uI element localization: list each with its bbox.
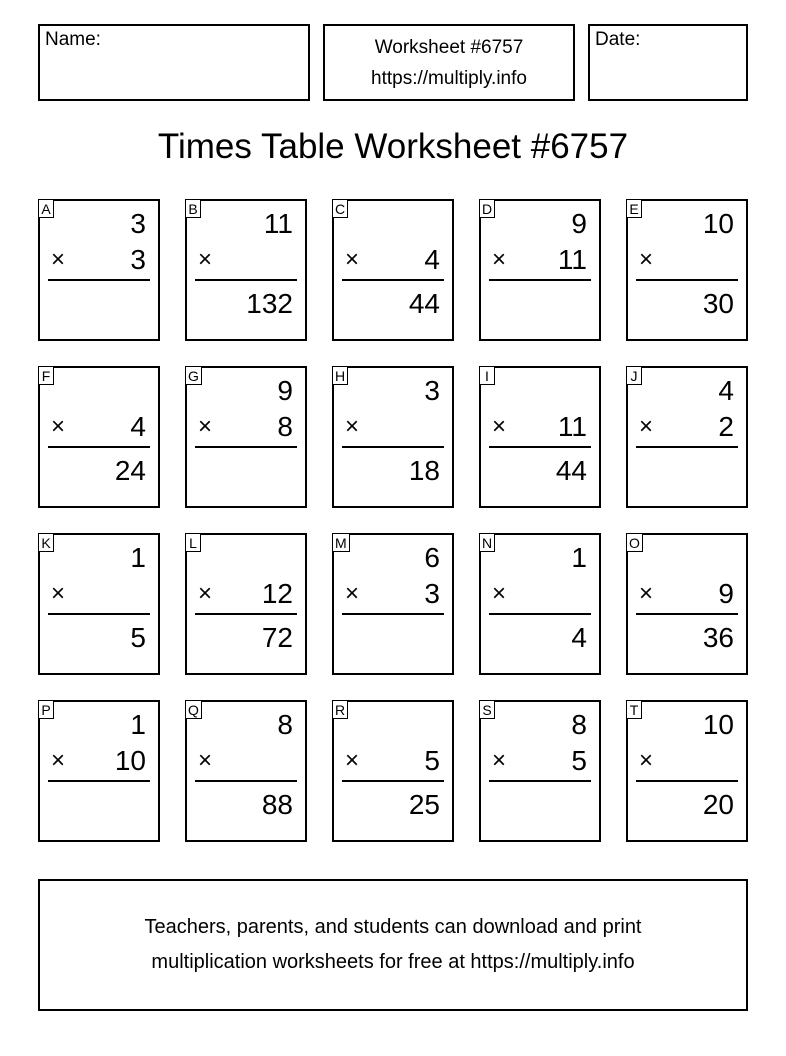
multiplicand[interactable]: 6 — [424, 542, 440, 573]
times-sign: × — [198, 747, 213, 774]
problem-card-o — [626, 533, 748, 675]
problem-card-r — [332, 700, 454, 842]
times-sign: × — [51, 413, 66, 440]
problem-card-m — [332, 533, 454, 675]
times-sign: × — [198, 580, 213, 607]
multiplier[interactable]: 3 — [424, 578, 440, 609]
answer-line — [48, 780, 150, 782]
times-sign: × — [639, 747, 654, 774]
worksheet-url: https://multiply.info — [371, 67, 527, 89]
product[interactable]: 44 — [555, 455, 587, 486]
answer-line — [48, 613, 150, 615]
multiplier[interactable]: 5 — [571, 745, 587, 776]
multiplicand[interactable]: 9 — [571, 208, 587, 239]
problem-letter: R — [332, 700, 348, 719]
times-sign: × — [51, 580, 66, 607]
multiplicand[interactable]: 11 — [263, 208, 293, 239]
problem-letter: F — [38, 366, 54, 385]
product[interactable]: 132 — [246, 288, 293, 319]
multiplicand[interactable]: 1 — [130, 709, 146, 740]
answer-line — [195, 446, 297, 448]
problem-letter: J — [626, 366, 642, 385]
product[interactable]: 30 — [702, 288, 734, 319]
multiplier[interactable]: 11 — [557, 411, 587, 442]
answer-line — [636, 613, 738, 615]
problem-letter: I — [479, 366, 495, 385]
multiplicand[interactable]: 9 — [277, 375, 293, 406]
multiplier[interactable]: 8 — [277, 411, 293, 442]
answer-line — [489, 446, 591, 448]
answer-line — [636, 279, 738, 281]
multiplicand[interactable]: 8 — [571, 709, 587, 740]
date-field[interactable] — [588, 24, 748, 101]
problem-card-t — [626, 700, 748, 842]
date-label: Date: — [595, 29, 641, 50]
problem-card-k — [38, 533, 160, 675]
answer-line — [342, 613, 444, 615]
problem-letter: T — [626, 700, 642, 719]
product[interactable]: 44 — [408, 288, 440, 319]
answer-line — [48, 446, 150, 448]
times-sign: × — [492, 246, 507, 273]
answer-line — [48, 279, 150, 281]
times-sign: × — [51, 246, 66, 273]
answer-line — [342, 446, 444, 448]
problem-card-e — [626, 199, 748, 341]
times-sign: × — [345, 413, 360, 440]
multiplier[interactable]: 4 — [424, 244, 440, 275]
problem-letter: E — [626, 199, 642, 218]
answer-line — [636, 780, 738, 782]
problem-letter: D — [479, 199, 495, 218]
problem-card-j — [626, 366, 748, 508]
problem-card-l — [185, 533, 307, 675]
problem-letter: M — [332, 533, 350, 552]
multiplier[interactable]: 9 — [718, 578, 734, 609]
times-sign: × — [198, 246, 213, 273]
problem-card-g — [185, 366, 307, 508]
problem-letter: B — [185, 199, 201, 218]
problem-letter: O — [626, 533, 643, 552]
problem-card-q — [185, 700, 307, 842]
product[interactable]: 25 — [408, 789, 440, 820]
problem-letter: C — [332, 199, 348, 218]
times-sign: × — [345, 747, 360, 774]
multiplier[interactable]: 3 — [130, 244, 146, 275]
problem-card-c — [332, 199, 454, 341]
problem-letter: G — [185, 366, 202, 385]
worksheet-id-box — [323, 24, 575, 101]
multiplicand[interactable]: 1 — [130, 542, 146, 573]
multiplicand[interactable]: 8 — [277, 709, 293, 740]
multiplier[interactable]: 5 — [424, 745, 440, 776]
page-title: Times Table Worksheet #6757 — [157, 127, 629, 166]
footer-line-2: multiplication worksheets for free at https://multiply.info — [151, 951, 635, 973]
times-sign: × — [345, 246, 360, 273]
problem-letter: K — [38, 533, 54, 552]
multiplicand[interactable]: 4 — [718, 375, 734, 406]
multiplicand[interactable]: 1 — [571, 542, 587, 573]
product[interactable]: 5 — [130, 622, 146, 653]
name-field[interactable] — [38, 24, 310, 101]
answer-line — [342, 780, 444, 782]
problem-card-a — [38, 199, 160, 341]
answer-line — [195, 780, 297, 782]
problem-letter: N — [479, 533, 495, 552]
multiplicand[interactable]: 10 — [702, 208, 734, 239]
multiplier[interactable]: 12 — [261, 578, 293, 609]
product[interactable]: 4 — [571, 622, 587, 653]
multiplier[interactable]: 2 — [718, 411, 734, 442]
problem-card-f — [38, 366, 160, 508]
multiplier[interactable]: 4 — [130, 411, 146, 442]
answer-line — [636, 446, 738, 448]
multiplicand[interactable]: 3 — [424, 375, 440, 406]
problem-letter: H — [332, 366, 348, 385]
answer-line — [489, 613, 591, 615]
times-sign: × — [492, 413, 507, 440]
answer-line — [342, 279, 444, 281]
product[interactable]: 36 — [702, 622, 734, 653]
times-sign: × — [51, 747, 66, 774]
answer-line — [489, 279, 591, 281]
answer-line — [195, 279, 297, 281]
product[interactable]: 20 — [702, 789, 734, 820]
product[interactable]: 24 — [114, 455, 146, 486]
answer-line — [195, 613, 297, 615]
multiplier[interactable]: 10 — [114, 745, 146, 776]
product[interactable]: 88 — [261, 789, 293, 820]
problem-letter: P — [38, 700, 54, 719]
problem-card-n — [479, 533, 601, 675]
problem-card-i — [479, 366, 601, 508]
product[interactable]: 18 — [408, 455, 440, 486]
product[interactable]: 72 — [261, 622, 293, 653]
problem-card-s — [479, 700, 601, 842]
multiplicand[interactable]: 10 — [702, 709, 734, 740]
times-sign: × — [639, 413, 654, 440]
problem-card-b — [185, 199, 307, 341]
problem-card-p — [38, 700, 160, 842]
problem-card-h — [332, 366, 454, 508]
problem-letter: S — [479, 700, 495, 719]
name-label: Name: — [45, 29, 101, 50]
times-sign: × — [345, 580, 360, 607]
footer-note — [38, 879, 748, 1011]
answer-line — [489, 780, 591, 782]
problem-card-d — [479, 199, 601, 341]
multiplier[interactable]: 11 — [557, 244, 587, 275]
problem-letter: L — [185, 533, 201, 552]
multiplicand[interactable]: 3 — [130, 208, 146, 239]
times-sign: × — [639, 580, 654, 607]
times-sign: × — [198, 413, 213, 440]
times-sign: × — [492, 580, 507, 607]
problem-letter: Q — [185, 700, 202, 719]
footer-line-1: Teachers, parents, and students can download and print — [144, 916, 642, 938]
times-sign: × — [492, 747, 507, 774]
times-sign: × — [639, 246, 654, 273]
problem-letter: A — [38, 199, 54, 218]
worksheet-number: Worksheet #6757 — [374, 36, 524, 58]
